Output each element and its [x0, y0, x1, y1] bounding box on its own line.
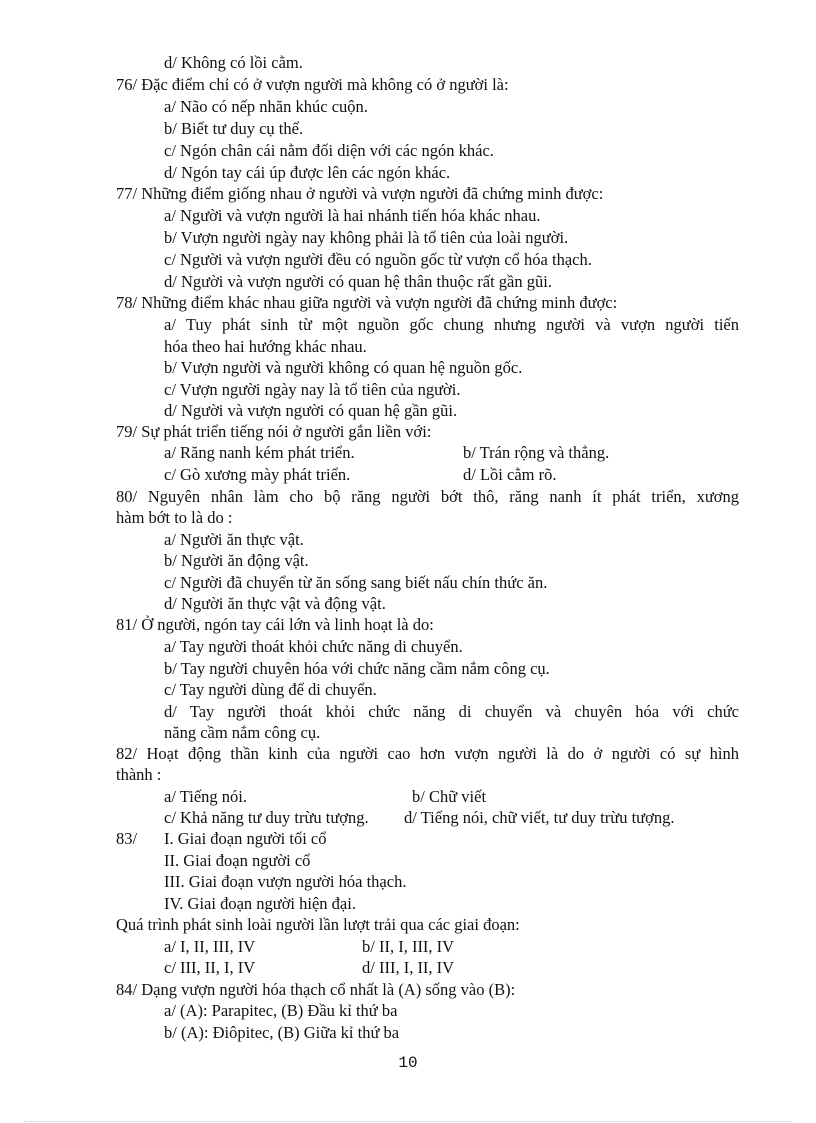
- q83-option-d: d/ III, I, II, IV: [362, 958, 455, 977]
- q78-option-b: b/ Vượn người và người không có quan hệ nguồn gốc.: [164, 358, 523, 377]
- q83-stage-4: IV. Giai đoạn người hiện đại.: [164, 894, 356, 913]
- q80-option-d: d/ Người ăn thực vật và động vật.: [164, 594, 386, 613]
- q79-option-b: b/ Trán rộng và thẳng.: [463, 443, 610, 462]
- q84-question: 84/ Dạng vượn người hóa thạch cổ nhất là (A) sống vào (B):: [116, 980, 516, 999]
- q83-question: Quá trình phát sinh loài người lần lượt trải qua các giai đoạn:: [116, 915, 520, 934]
- q78-option-a-cont: hóa theo hai hướng khác nhau.: [164, 337, 367, 356]
- q79-option-a: a/ Răng nanh kém phát triển.: [164, 443, 355, 462]
- q82-question-cont: thành :: [116, 765, 162, 784]
- q77-option-d: d/ Người và vượn người có quan hệ thân thuộc rất gần gũi.: [164, 272, 552, 291]
- q78-question: 78/ Những điểm khác nhau giữa người và vượn người đã chứng minh được:: [116, 293, 618, 312]
- q79-option-c: c/ Gò xương mày phát triển.: [164, 465, 351, 484]
- q83-stage-2: II. Giai đoạn người cổ: [164, 851, 311, 870]
- q81-question: 81/ Ở người, ngón tay cái lớn và linh hoạt là do:: [116, 615, 434, 634]
- q76-option-c: c/ Ngón chân cái nằm đối diện với các ngón khác.: [164, 141, 494, 160]
- q80-question: 80/ Nguyên nhân làm cho bộ răng người bớt thô, răng nanh ít phát triển, xương: [116, 487, 739, 506]
- q82-option-b: b/ Chữ viết: [412, 787, 487, 806]
- q83-stage-3: III. Giai đoạn vượn người hóa thạch.: [164, 872, 407, 891]
- q81-option-d-cont: năng cầm nắm công cụ.: [164, 723, 321, 742]
- q80-option-b: b/ Người ăn động vật.: [164, 551, 309, 570]
- q76-option-d: d/ Ngón tay cái úp được lên các ngón khác.: [164, 163, 451, 182]
- q82-option-d: d/ Tiếng nói, chữ viết, tư duy trừu tượng.: [404, 808, 675, 827]
- q82-question: 82/ Hoạt động thần kinh của người cao hơn vượn người là do ở người có sự hình: [116, 744, 739, 763]
- q76-option-a: a/ Não có nếp nhăn khúc cuộn.: [164, 97, 368, 116]
- q78-option-a: a/ Tuy phát sinh từ một nguồn gốc chung nhưng người và vượn người tiến: [164, 315, 739, 334]
- q81-option-c: c/ Tay người dùng để di chuyển.: [164, 680, 377, 699]
- q77-option-c: c/ Người và vượn người đều có nguồn gốc từ vượn cổ hóa thạch.: [164, 250, 592, 269]
- q75-option-d: d/ Không có lồi cằm.: [164, 53, 303, 72]
- q82-option-a: a/ Tiếng nói.: [164, 787, 247, 806]
- q81-option-b: b/ Tay người chuyên hóa với chức năng cầm nắm công cụ.: [164, 659, 550, 678]
- q77-question: 77/ Những điểm giống nhau ở người và vượn người đã chứng minh được:: [116, 184, 604, 203]
- q80-option-c: c/ Người đã chuyển từ ăn sống sang biết nấu chín thức ăn.: [164, 573, 548, 592]
- q81-option-d: d/ Tay người thoát khỏi chức năng di chuyển và chuyên hóa với chức: [164, 702, 739, 721]
- q78-option-d: d/ Người và vượn người có quan hệ gần gũi.: [164, 401, 458, 420]
- q76-question: 76/ Đặc điểm chỉ có ở vượn người mà không có ở người là:: [116, 75, 509, 94]
- q81-option-a: a/ Tay người thoát khỏi chức năng di chuyển.: [164, 637, 463, 656]
- q80-question-cont: hàm bớt to là do :: [116, 508, 233, 527]
- q79-question: 79/ Sự phát triển tiếng nói ở người gắn liền với:: [116, 422, 432, 441]
- q83-option-c: c/ III, II, I, IV: [164, 958, 256, 977]
- q84-option-a: a/ (A): Parapitec, (B) Đầu kỉ thứ ba: [164, 1001, 398, 1020]
- q77-option-b: b/ Vượn người ngày nay không phải là tổ tiên của loài người.: [164, 228, 569, 247]
- q82-option-c: c/ Khả năng tư duy trừu tượng.: [164, 808, 369, 827]
- q76-option-b: b/ Biết tư duy cụ thể.: [164, 119, 304, 138]
- q80-option-a: a/ Người ăn thực vật.: [164, 530, 304, 549]
- q83-stage-1: I. Giai đoạn người tối cổ: [164, 829, 327, 848]
- page-number: 10: [398, 1054, 418, 1072]
- q83-number: 83/: [116, 829, 138, 848]
- q84-option-b: b/ (A): Điôpitec, (B) Giữa kỉ thứ ba: [164, 1023, 400, 1042]
- page-bottom-rule: [24, 1121, 792, 1122]
- q78-option-c: c/ Vượn người ngày nay là tổ tiên của người.: [164, 380, 461, 399]
- q79-option-d: d/ Lồi cằm rõ.: [463, 465, 557, 484]
- q83-option-b: b/ II, I, III, IV: [362, 937, 455, 956]
- q77-option-a: a/ Người và vượn người là hai nhánh tiến hóa khác nhau.: [164, 206, 541, 225]
- q83-option-a: a/ I, II, III, IV: [164, 937, 256, 956]
